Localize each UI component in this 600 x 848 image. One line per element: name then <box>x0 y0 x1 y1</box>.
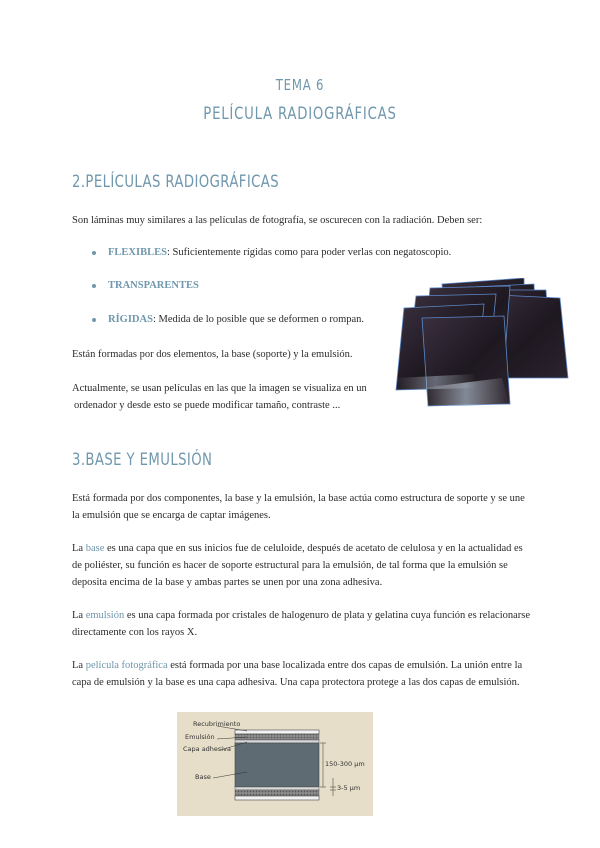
bullet-flexibles <box>92 247 451 258</box>
diagram-label-capa-adhesiva: Capa adhesiva <box>183 745 231 753</box>
photographic-film-paragraph: La película fotográfica está formada por una base localizada entre dos capas de emulsión. La unión entre la capa de emulsión y la base es una capa adhesiva. Una capa protectora protege a las dos capas de emulsión. <box>72 660 523 688</box>
page-title: PELÍCULA RADIOGRÁFICAS <box>203 104 397 124</box>
diagram-label-base: Base <box>195 773 211 781</box>
photographic-film-term: película fotográfica <box>85 660 168 671</box>
base-paragraph: La base es una capa que en sus inicios fue de celuloide, después de acetato de celulosa y en la actualidad es de poliéster, su función es hacer de soporte estructural para la emulsión, de tal forma que la emulsión se deposita encima de la base y ambas partes se unen por una zona adhesiva. <box>72 543 523 588</box>
bullet-term: TRANSPARENTES <box>108 280 199 291</box>
radiographic-films-image <box>392 278 572 410</box>
digital-paragraph-line2: ordenador y desde esto se puede modificar tamaño, contraste ... <box>74 400 341 411</box>
diagram-dim-base: 150-300 µm <box>325 760 365 768</box>
emulsion-paragraph: La emulsión es una capa formada por cristales de halogenuro de plata y gelatina cuya función es relacionarse directamente con los rayos X. <box>72 610 531 638</box>
emulsion-term: emulsión <box>85 610 125 621</box>
bullet-term: RÍGIDAS <box>108 314 153 325</box>
bullet-term: FLEXIBLES <box>108 247 167 258</box>
composition-paragraph: Están formadas por dos elementos, la base (soporte) y la emulsión. <box>72 349 353 360</box>
bullet-rigidas <box>92 314 364 325</box>
diagram-label-emulsion: Emulsión <box>185 733 215 741</box>
bullet-transparentes <box>92 280 199 291</box>
film-layers-diagram <box>177 712 373 816</box>
components-paragraph: Está formada por dos componentes, la base y la emulsión, la base actúa como estructura de soporte y se une la emulsión que se encarga de captar imágenes. <box>72 493 525 521</box>
intro-paragraph: Son láminas muy similares a las películas de fotografía, se oscurecen con la radiación. Deben ser: <box>72 215 483 226</box>
base-term: base <box>85 543 105 554</box>
bullet-dot-icon <box>92 318 96 322</box>
section-heading-peliculas: 2.PELÍCULAS RADIOGRÁFICAS <box>72 172 280 192</box>
bullet-dot-icon <box>92 284 96 288</box>
section-heading-base-emulsion: 3.BASE Y EMULSIÓN <box>72 450 213 470</box>
digital-paragraph-line1: Actualmente, se usan películas en las que la imagen se visualiza en un <box>72 383 367 394</box>
diagram-label-recubrimiento: Recubrimiento <box>193 720 241 728</box>
topic-number: TEMA 6 <box>275 76 325 94</box>
bullet-text: : Suficientemente rígidas como para poder verlas con negatoscopio. <box>166 247 452 258</box>
diagram-dim-adhesive: 3-5 µm <box>337 784 361 792</box>
bullet-dot-icon <box>92 251 96 255</box>
bullet-text: : Medida de lo posible que se deformen o rompan. <box>152 314 365 325</box>
